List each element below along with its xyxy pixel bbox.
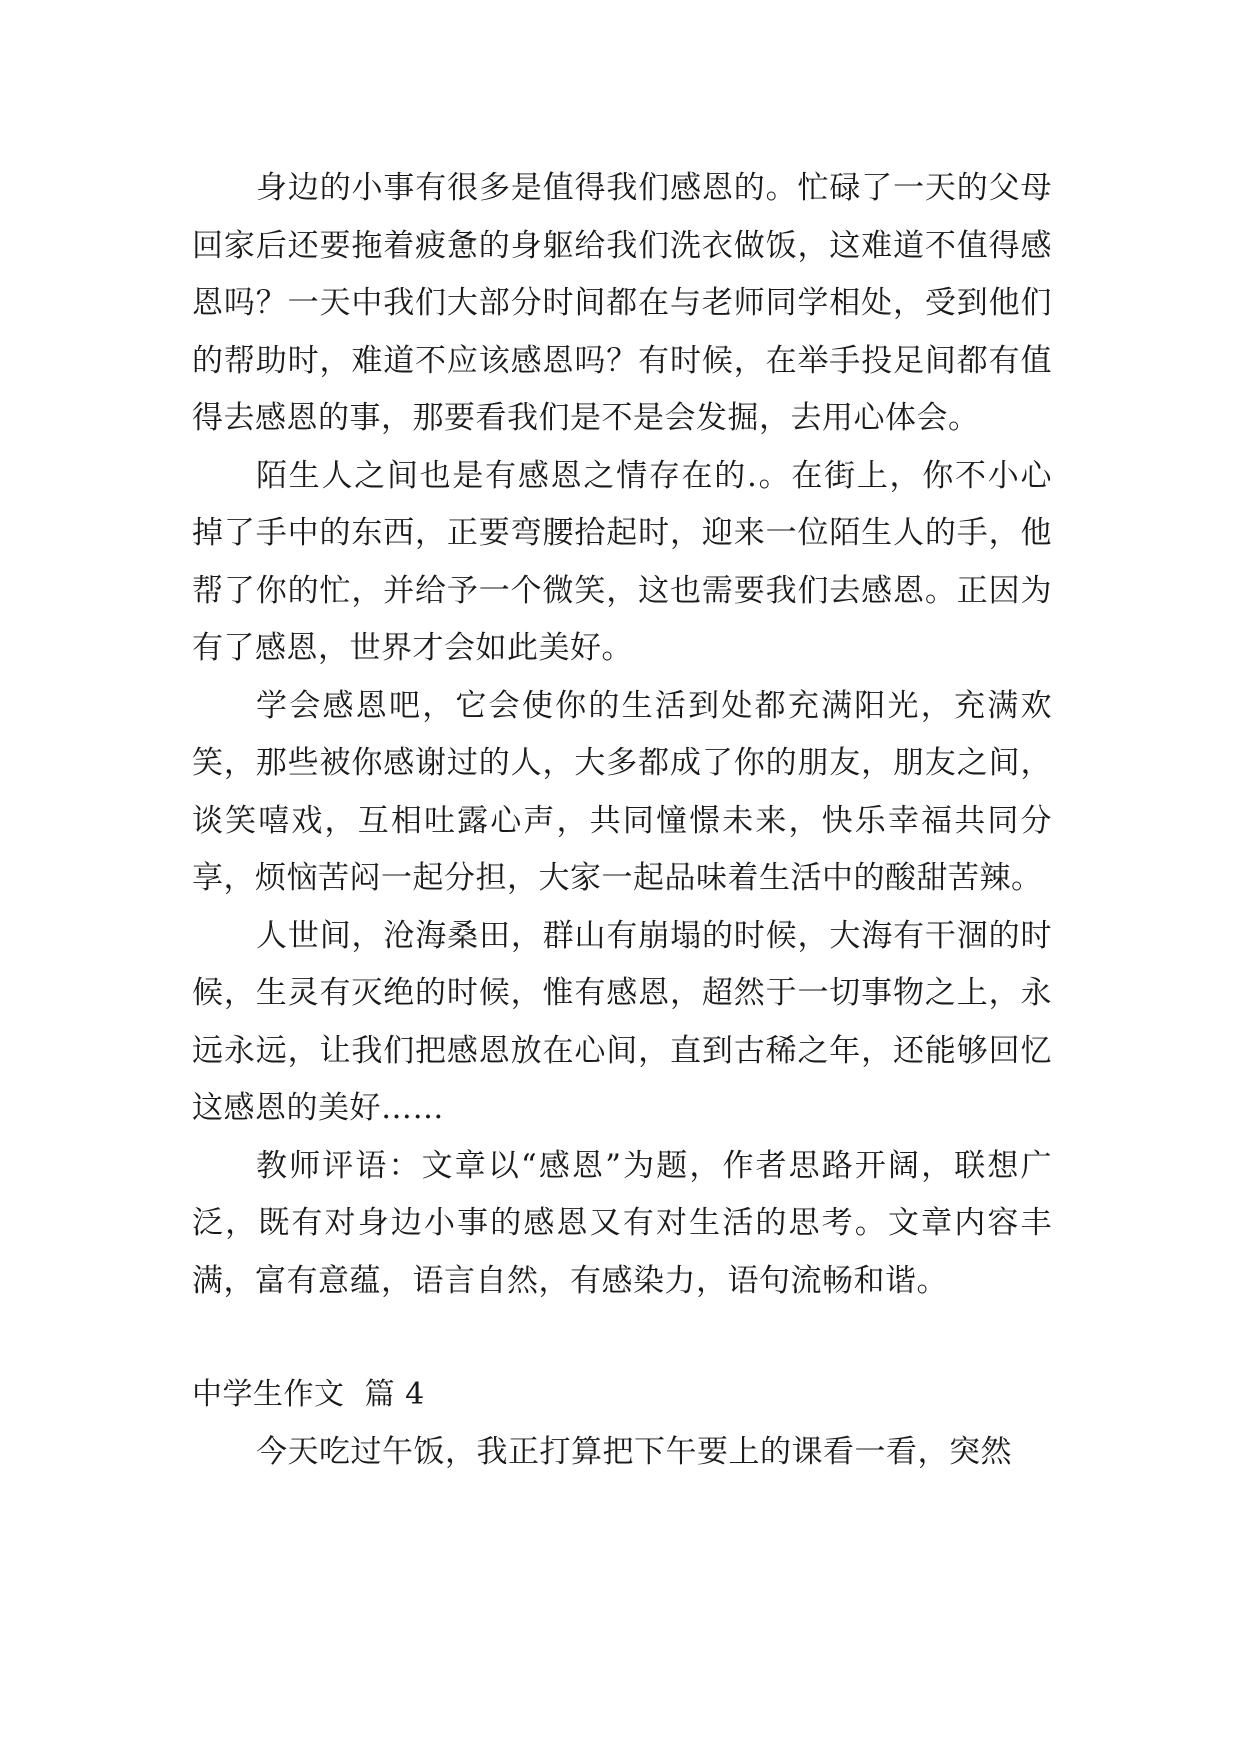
paragraph: 陌生人之间也是有感恩之情存在的.。在街上，你不小心掉了手中的东西，正要弯腰拾起时，迎来一位陌生人的手，他帮了你的忙，并给予一个微笑，这也需要我们去感恩。正因为有了感恩，世界才会如此美好。 — [192, 457, 1052, 666]
paragraph: 今天吃过午饭，我正打算把下午要上的课看一看，突然 — [256, 1433, 1012, 1470]
section-heading: 中学生作文 篇 4 — [192, 1377, 425, 1412]
paragraph: 身边的小事有很多是值得我们感恩的。忙碌了一天的父母回家后还要拖着疲惫的身躯给我们洗衣做饭，这难道不值得感恩吗？一天中我们大部分时间都在与老师同学相处，受到他们的帮助时，难道不应该感恩吗？有时候，在举手投足间都有值得去感恩的事，那要看我们是不是会发掘，去用心体会。 — [192, 170, 1052, 436]
paragraph: 学会感恩吧，它会使你的生活到处都充满阳光，充满欢笑，那些被你感谢过的人，大多都成了你的朋友，朋友之间，谈笑嘻戏，互相吐露心声，共同憧憬未来，快乐幸福共同分享，烦恼苦闷一起分担，大家一起品味着生活中的酸甜苦辣。 — [192, 687, 1052, 896]
paragraph: 人世间，沧海桑田，群山有崩塌的时候，大海有干涸的时候，生灵有灭绝的时候，惟有感恩，超然于一切事物之上，永远永远，让我们把感恩放在心间，直到古稀之年，还能够回忆这感恩的美好…… — [192, 917, 1052, 1126]
teacher-comment-paragraph: 教师评语：文章以“感恩”为题，作者思路开阔，联想广泛，既有对身边小事的感恩又有对生活的思考。文章内容丰满，富有意蕴，语言自然，有感染力，语句流畅和谐。 — [192, 1147, 1052, 1299]
document-page — [192, 160, 1052, 1481]
